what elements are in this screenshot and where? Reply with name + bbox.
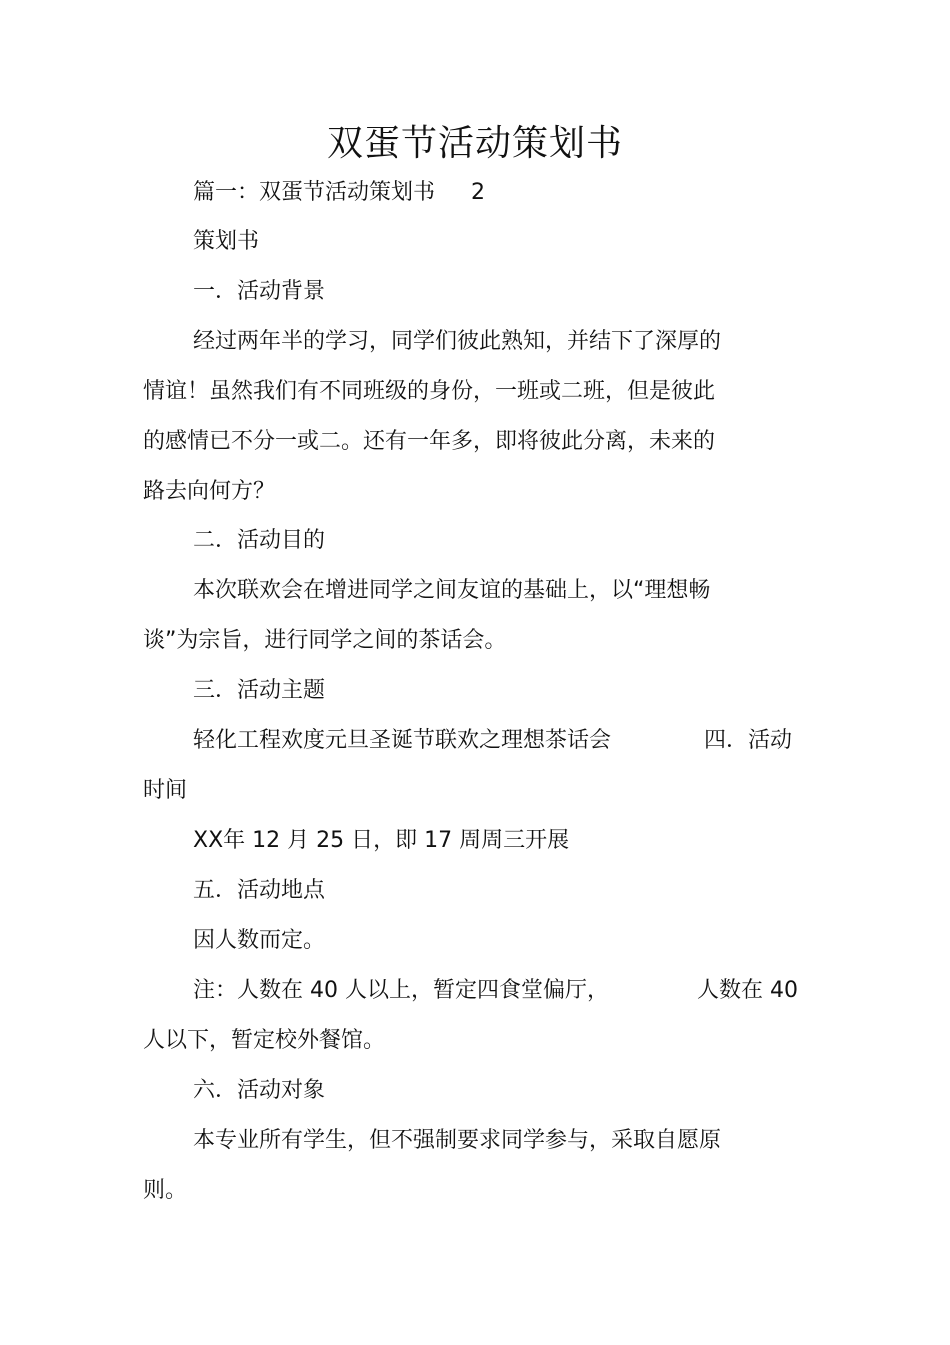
section-4-time: XX年 12 月 25 日，即 17 周周三开展 [193, 828, 570, 853]
section-1-paragraph-line: 经过两年半的学习，同学们彼此熟知，并结下了深厚的 [193, 329, 722, 354]
plan-heading: 策划书 [193, 229, 260, 254]
subtitle-number: 2 [471, 180, 486, 205]
subtitle-line [193, 178, 485, 208]
section-1-paragraph-line: 情谊！虽然我们有不同班级的身份，一班或二班，但是彼此 [143, 379, 716, 404]
section-4-heading-part: 时间 [143, 778, 188, 803]
subtitle-text: 篇一：双蛋节活动策划书 [193, 180, 436, 205]
section-2-heading: 二．活动目的 [193, 528, 326, 553]
section-5-note-part: 人以下，暂定校外餐馆。 [143, 1028, 386, 1053]
section-2-paragraph-line: 本次联欢会在增进同学之间友谊的基础上，以“理想畅 [193, 578, 711, 603]
document-title: 双蛋节活动策划书 [326, 123, 623, 164]
section-6-paragraph-line: 则。 [143, 1178, 188, 1203]
section-1-paragraph-line: 路去向何方？ [143, 479, 276, 504]
section-5-note-part: 人数在 40 [697, 978, 798, 1003]
section-1-heading: 一．活动背景 [193, 279, 326, 304]
section-5-heading: 五．活动地点 [193, 878, 326, 903]
section-6-paragraph-line: 本专业所有学生，但不强制要求同学参与，采取自愿原 [193, 1128, 722, 1153]
section-1-paragraph-line: 的感情已不分一或二。还有一年多，即将彼此分离，未来的 [143, 429, 716, 454]
section-3-theme: 轻化工程欢度元旦圣诞节联欢之理想茶话会 [193, 728, 612, 753]
section-2-paragraph-line: 谈”为宗旨，进行同学之间的茶话会。 [143, 628, 507, 653]
section-3-heading: 三．活动主题 [193, 678, 326, 703]
section-5-note-part: 注：人数在 40 人以上，暂定四食堂偏厅， [193, 978, 609, 1003]
section-5-paragraph-line: 因人数而定。 [193, 928, 326, 953]
section-4-heading-part: 四．活动 [704, 728, 793, 753]
section-6-heading: 六．活动对象 [193, 1078, 326, 1103]
